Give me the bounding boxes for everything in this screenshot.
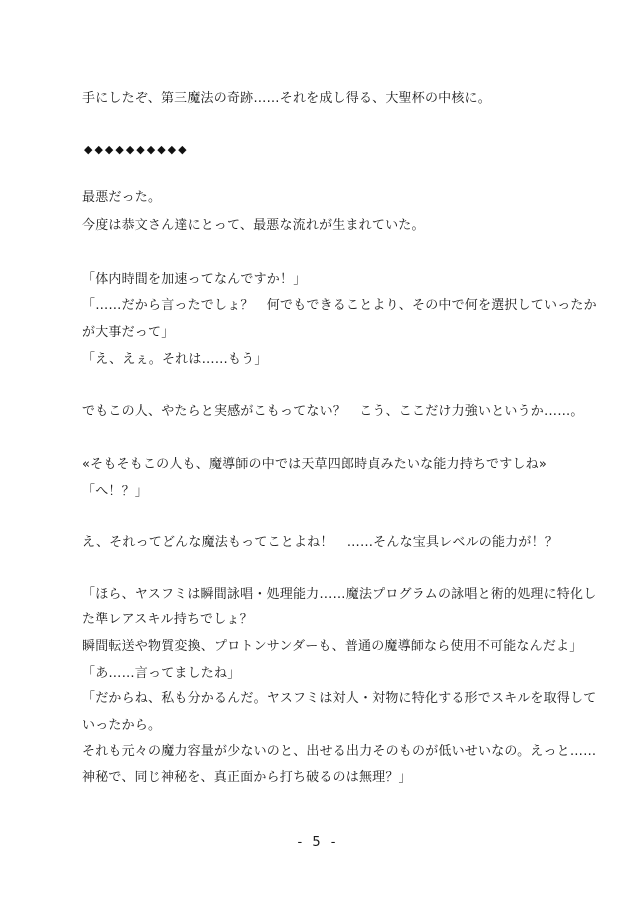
text-line: それも元々の魔力容量が少ないのと、出せる出力そのものが低いせいなの。えっと…… bbox=[82, 744, 597, 759]
text-line: 「だからね、私も分かるんだ。ヤスフミは対人・対物に特化する形でスキルを取得して bbox=[82, 691, 597, 706]
text-line: 「体内時間を加速ってなんですか！」 bbox=[82, 272, 307, 287]
section-divider: ◆◆◆◆◆◆◆◆◆◆ bbox=[84, 143, 189, 156]
text-line: 最悪だった。 bbox=[82, 190, 162, 205]
text-line: 神秘で、同じ神秘を、真正面から打ち破るのは無理？」 bbox=[82, 770, 412, 785]
text-line: が大事だって」 bbox=[82, 325, 175, 340]
page-number: - 5 - bbox=[297, 835, 339, 850]
text-line: 「あ……言ってましたね」 bbox=[82, 666, 241, 681]
text-line: 「へ！？」 bbox=[82, 484, 149, 499]
text-line: え、それってどんな魔法もってことよね！ ……そんな宝具レベルの能力が！？ bbox=[82, 535, 558, 550]
text-line: 「え、えぇ。それは……もう」 bbox=[82, 352, 268, 367]
text-line: 「ほら、ヤスフミは瞬間詠唱・処理能力……魔法プログラムの詠唱と術的処理に特化し bbox=[82, 587, 597, 602]
text-line: 「……だから言ったでしょ？ 何でもできることより、その中で何を選択していったか bbox=[82, 298, 597, 313]
text-line: «そもそもこの人も、魔導師の中では天草四郎時貞みたいな能力持ちですしね» bbox=[82, 457, 547, 472]
text-line: 手にしたぞ、第三魔法の奇跡……それを成し得る、大聖杯の中核に。 bbox=[82, 91, 491, 106]
text-line: でもこの人、やたらと実感がこもってない？ こう、ここだけ力強いというか……。 bbox=[82, 404, 584, 419]
text-line: 今度は恭文さん達にとって、最悪な流れが生まれていた。 bbox=[82, 218, 425, 233]
text-line: いったから。 bbox=[82, 718, 162, 733]
text-line: 瞬間転送や物質変換、プロトンサンダーも、普通の魔導師なら使用不可能なんだよ」 bbox=[82, 639, 583, 654]
text-line: た準レアスキル持ちでしょ？ bbox=[82, 612, 253, 627]
